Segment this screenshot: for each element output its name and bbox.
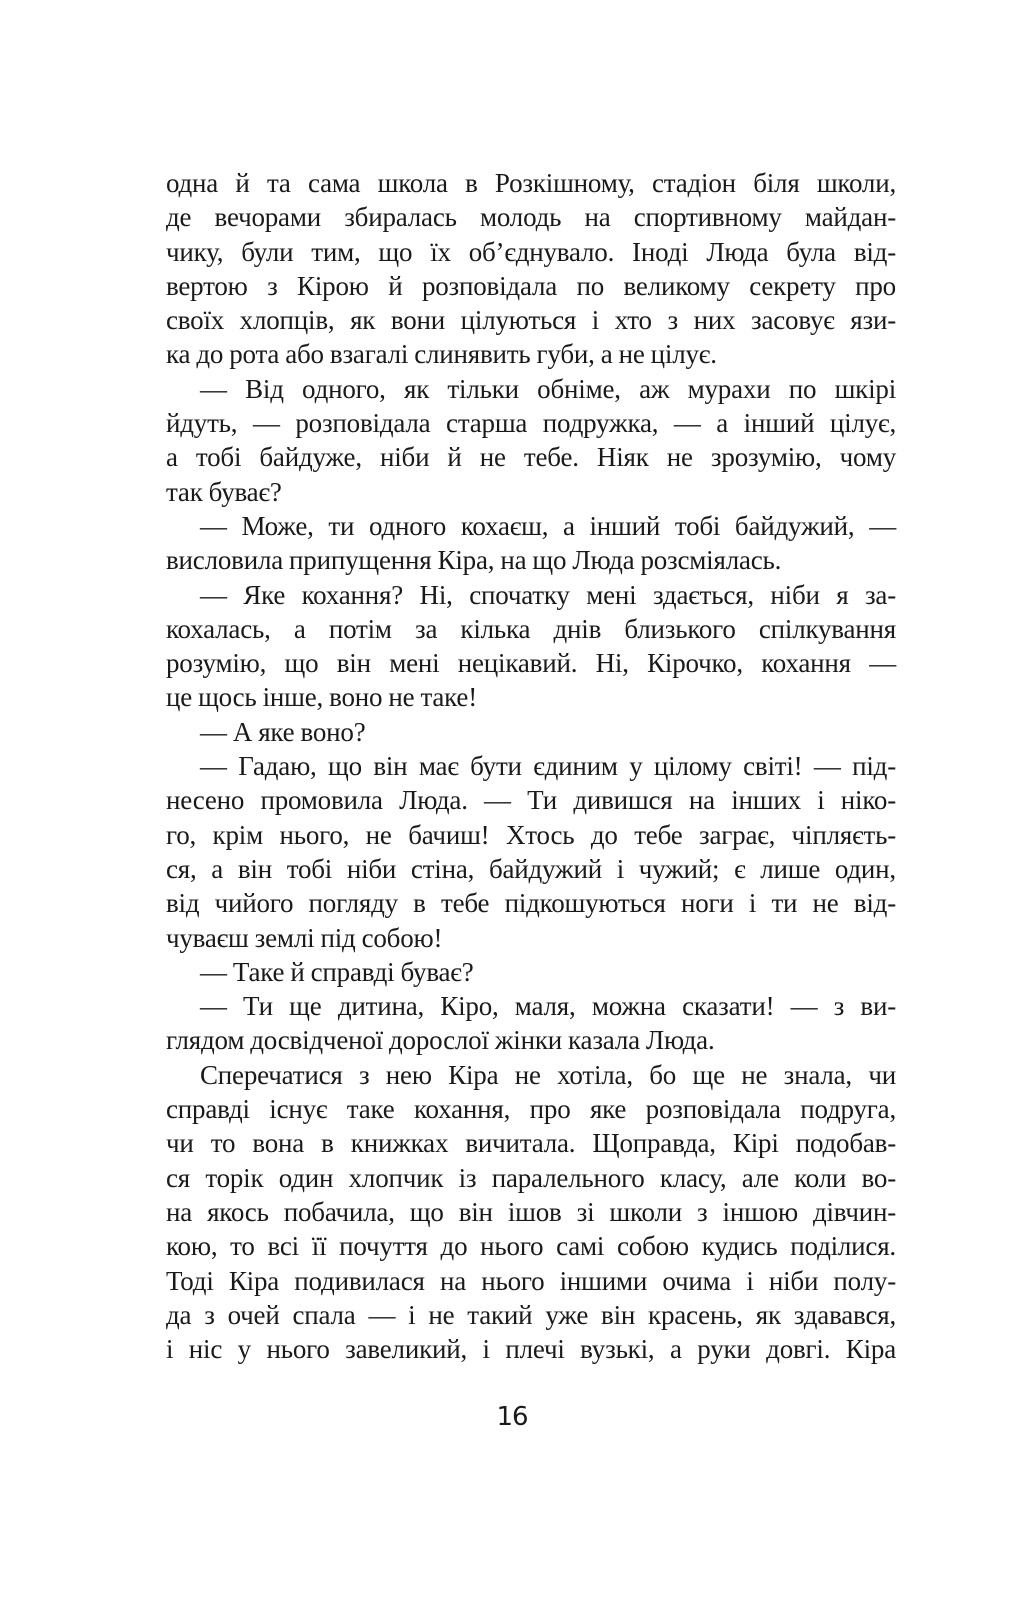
text-line: одна й та сама школа в Розкішному, стадіон біля школи, — [166, 168, 896, 198]
text-line: — Гадаю, що він має бути єдиним у цілому світі! — під- — [200, 751, 896, 782]
text-line: несено промовила Люда. — Ти дивишся на інших і ніко- — [166, 785, 896, 816]
text-line: і ніс у нього завеликий, і плечі вузькі, а руки довгі. Кіра — [166, 1334, 896, 1365]
text-line: — А яке воно? — [200, 716, 366, 747]
text-line: висловила припущення Кіра, на що Люда розсміялась. — [166, 545, 782, 576]
text-line: Тоді Кіра подивилася на нього іншими очима і ніби полу- — [166, 1265, 896, 1296]
text-line: — Ти ще дитина, Кіро, маля, можна сказати! — з ви- — [200, 991, 896, 1022]
text-line: го, крім нього, не бачиш! Хтось до тебе заграє, чіпляєть- — [166, 819, 896, 850]
body-text — [166, 166, 896, 1366]
text-line: своїх хлопців, як вони цілуються і хто з них засовує язи- — [166, 305, 896, 336]
text-line: чику, були тим, що їх об’єднувало. Іноді Люда була від- — [166, 236, 896, 267]
text-line: це щось інше, воно не таке! — [166, 682, 477, 713]
text-line: вертою з Кірою й розповідала по великому секрету про — [166, 270, 896, 301]
text-line: — Від одного, як тільки обніме, аж мурахи по шкірі — [200, 373, 896, 404]
text-line: ся торік один хлопчик із паралельного класу, але коли во- — [166, 1162, 896, 1193]
page-number: 16 — [496, 1402, 528, 1432]
text-line: ся, а він тобі ніби стіна, байдужий і чужий; є лише один, — [166, 853, 896, 884]
text-line: кою, то всі її почуття до нього самі собою кудись поділися. — [166, 1231, 896, 1262]
text-line: глядом досвідченої дорослої жінки казала Люда. — [166, 1025, 715, 1056]
text-line: на якось побачила, що він ішов зі школи з іншою дівчин- — [166, 1196, 896, 1227]
text-line: справді існує таке кохання, про яке розповідала подруга, — [166, 1094, 896, 1125]
text-line: йдуть, — розповідала старша подружка, — а інший цілує, — [166, 408, 896, 439]
text-line: — Може, ти одного кохаєш, а інший тобі байдужий, — — [200, 510, 896, 541]
text-line: ка до рота або взагалі слинявить губи, а не цілує. — [166, 339, 717, 370]
text-line: чи то вона в книжках вичитала. Щоправда, Кірі подобав- — [166, 1128, 896, 1159]
text-line: де вечорами збиралась молодь на спортивному майдан- — [166, 202, 896, 233]
text-line: а тобі байдуже, ніби й не тебе. Ніяк не зрозумію, чому — [166, 442, 896, 473]
text-line: розумію, що він мені нецікавий. Ні, Кірочко, кохання — — [166, 648, 896, 679]
text-line: Сперечатися з нею Кіра не хотіла, бо ще не знала, чи — [200, 1059, 896, 1090]
text-line: чуваєш землі під собою! — [166, 922, 443, 953]
text-line: так буває? — [166, 476, 282, 507]
text-line: — Таке й справді буває? — [200, 956, 474, 987]
text-line: да з очей спала — і не такий уже він красень, як здавався, — [166, 1299, 896, 1330]
text-line: від чийого погляду в тебе підкошуються ноги і ти не від- — [166, 888, 896, 919]
text-line: — Яке кохання? Ні, спочатку мені здається, ніби я за- — [200, 579, 896, 610]
text-line: кохалась, а потім за кілька днів близького спілкування — [166, 613, 896, 644]
